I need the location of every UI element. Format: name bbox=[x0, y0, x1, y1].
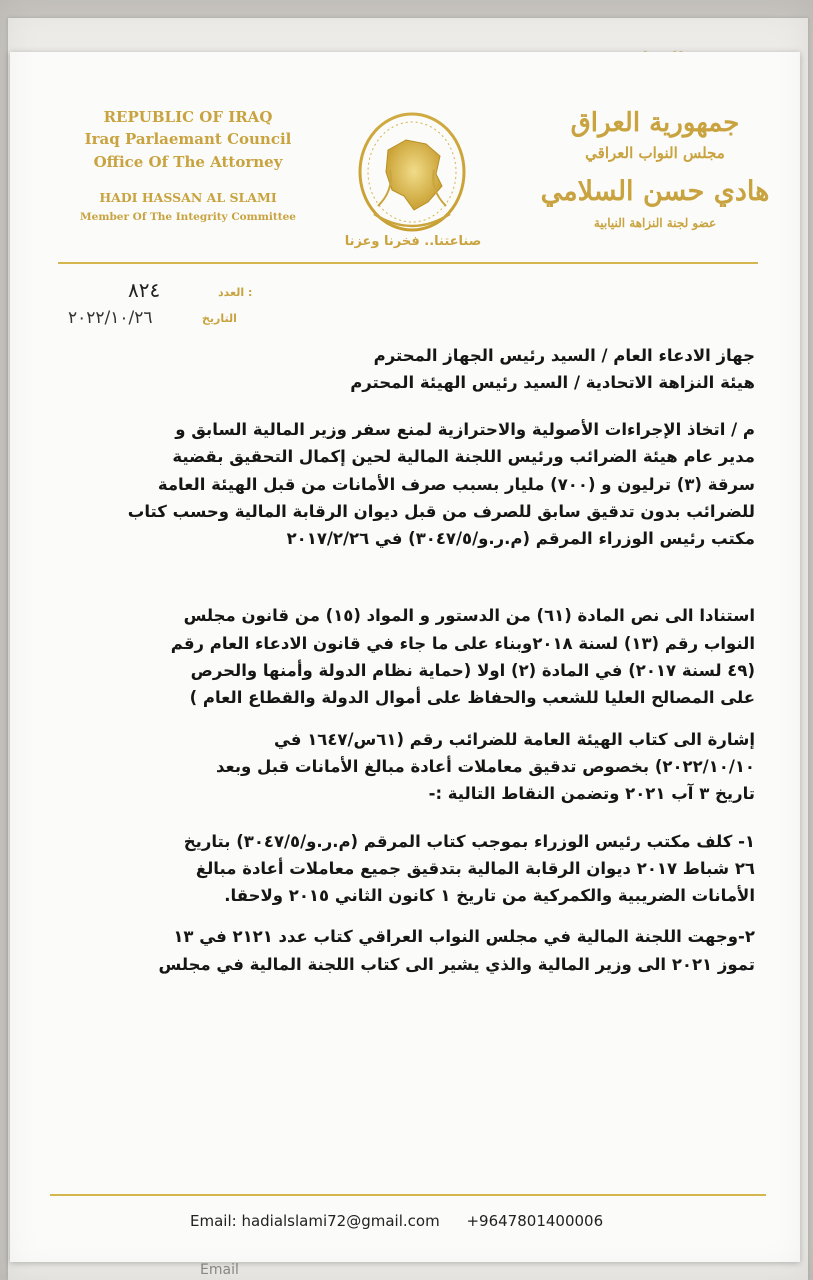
letterhead-role-ar: عضو لجنة النزاهة النيابية bbox=[593, 216, 717, 230]
footer-phone: +9647801400006 bbox=[466, 1212, 604, 1230]
letterhead-office: Office Of The Attorney bbox=[93, 153, 283, 171]
subject-line: سرقة (٣) ترليون و (٧٠٠) مليار بسبب صرف الأمانات من قبل الهيئة العامة bbox=[157, 474, 755, 494]
letter-footer bbox=[190, 1212, 625, 1230]
letterhead-country: REPUBLIC OF IRAQ bbox=[103, 108, 273, 126]
paragraph-line: ١- كلف مكتب رئيس الوزراء بموجب كتاب المرقم (م.ر.و/٣٠٤٧/٥) بتاريخ bbox=[183, 831, 755, 851]
paragraph-line: ٢٠٢٢/١٠/١٠) بخصوص تدقيق معاملات أعادة مبالغ الأمانات قبل وبعد bbox=[215, 756, 755, 776]
letterhead-country-ar: جمهورية العراق bbox=[570, 108, 740, 138]
reference-number-label: العدد : bbox=[218, 286, 253, 299]
paragraph-line: استنادا الى نص المادة (٦١) من الدستور و المواد (١٥) من قانون مجلس bbox=[183, 606, 755, 626]
paragraph-line: تاريخ ٣ آب ٢٠٢١ وتضمن النقاط التالية :- bbox=[428, 784, 755, 804]
subject-line: للضرائب بدون تدقيق سابق للصرف من قبل ديوان الرقابة المالية وحسب كتاب bbox=[127, 501, 755, 521]
footer-divider bbox=[50, 1194, 766, 1196]
subject-line: مكتب رئيس الوزراء المرقم (م.ر.و/٣٠٤٧/٥) في ٢٠١٧/٢/٢٦ bbox=[286, 529, 755, 549]
paragraph-line: على المصالح العليا للشعب والحفاظ على أموال الدولة والقطاع العام ) bbox=[189, 688, 755, 708]
letterhead-arabic bbox=[540, 106, 770, 234]
paragraph-line: (٤٩ لسنة ٢٠١٧) في المادة (٢) اولا (حماية نظام الدولة وأمنها والحرص bbox=[190, 661, 755, 681]
reference-paragraph bbox=[50, 726, 755, 808]
letterhead-motto: صناعتنا.. فخرنا وعزنا bbox=[344, 234, 482, 249]
subject-line: م / اتخاذ الإجراءات الأصولية والاحترازية لمنع سفر وزير المالية السابق و bbox=[175, 420, 755, 439]
point-one bbox=[50, 828, 755, 910]
reference-date: ٢٠٢٢/١٠/٢٦ bbox=[68, 308, 153, 328]
letterhead-council-ar: مجلس النواب العراقي bbox=[585, 144, 725, 162]
point-two bbox=[50, 923, 755, 978]
letter-sheet bbox=[10, 52, 800, 1262]
paragraph-line: الأمانات الضريبية والكمركية من تاريخ ١ كانون الثاني ٢٠١٥ ولاحقا. bbox=[224, 886, 755, 906]
letter-body bbox=[50, 342, 755, 978]
letterhead-role: Member Of The Integrity Committee bbox=[80, 211, 296, 223]
letterhead-name: HADI HASSAN AL SLAMI bbox=[99, 190, 277, 205]
paragraph-line: ٢٦ شباط ٢٠١٧ ديوان الرقابة المالية بتدقيق جميع معاملات أعادة مبالغ bbox=[195, 858, 755, 878]
letterhead-council: Iraq Parlaemant Council bbox=[84, 130, 292, 148]
letterhead-english bbox=[68, 106, 308, 226]
addressee-integrity-commission: هيئة النزاهة الاتحادية / السيد رئيس الهيئة المحترم bbox=[350, 373, 755, 392]
header-divider bbox=[58, 262, 758, 264]
letterhead-name-ar: هادي حسن السلامي bbox=[540, 176, 770, 207]
reference-date-label: التاريخ bbox=[202, 312, 237, 325]
reference-number: ٨٢٤ bbox=[128, 278, 161, 302]
footer-email: Email: hadialslami72@gmail.com bbox=[190, 1212, 440, 1230]
paragraph-line: ٢-وجهت اللجنة المالية في مجلس النواب العراقي كتاب عدد ٢١٢١ في ١٣ bbox=[173, 927, 755, 947]
paragraph-line: إشارة الى كتاب الهيئة العامة للضرائب رقم (٦١س/١٦٤٧ في bbox=[273, 729, 755, 749]
background-footer-text: Email bbox=[200, 1262, 239, 1278]
paragraph-line: النواب رقم (١٣) لسنة ٢٠١٨وبناء على ما جاء في قانون الادعاء العام رقم bbox=[170, 633, 755, 653]
subject-line: مدير عام هيئة الضرائب ورئيس اللجنة المالية لحين إكمال التحقيق بقضية bbox=[172, 447, 755, 467]
paragraph-line: تموز ٢٠٢١ الى وزير المالية والذي يشير الى كتاب اللجنة المالية في مجلس bbox=[158, 954, 755, 974]
addressee-public-prosecution: جهاز الادعاء العام / السيد رئيس الجهاز المحترم bbox=[373, 346, 755, 365]
legal-basis-paragraph bbox=[50, 602, 755, 711]
letter-subject bbox=[50, 416, 755, 552]
